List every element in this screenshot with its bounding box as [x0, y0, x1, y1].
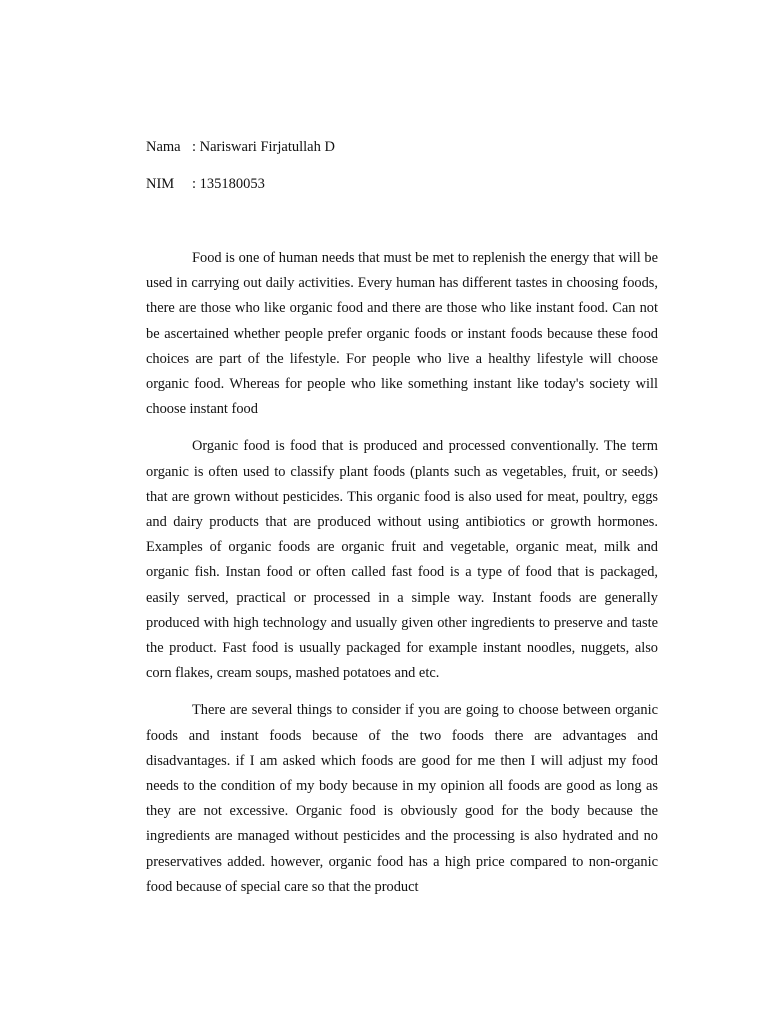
- nim-line: [146, 175, 265, 193]
- nim-label: NIM: [146, 176, 175, 192]
- essay-body: [146, 246, 658, 912]
- paragraph-3: There are several things to consider if you are going to choose between organic foods and instant foods because of the two foods there are advantages and disadvantages. if I am asked which foods are good for me then I will adjust my food needs to the condition of my body because in my opinion all foods are good as long as they are not excessive. Organic food is obviously good for the body because the ingredients are managed without pesticides and the processing is also hydrated and no preservatives added. however, organic food has a high price compared to non-organic food because of special care so that the product: [146, 702, 658, 895]
- paragraph-1: Food is one of human needs that must be met to replenish the energy that will be used in carrying out daily activities. Every human has different tastes in choosing foods, there are those who like organic food and there are those who like instant food. Can not be ascertained whether people prefer organic foods or instant foods because these food choices are part of the lifestyle. For people who live a healthy lifestyle will choose organic food. Whereas for people who like something instant like today's society will choose instant food: [146, 250, 658, 418]
- nim-value: : 135180053: [192, 176, 265, 192]
- name-value: : Nariswari Firjatullah D: [192, 139, 335, 155]
- name-line: [146, 138, 335, 156]
- name-label: Nama: [146, 139, 181, 155]
- paragraph-2: Organic food is food that is produced and processed conventionally. The term organic is often used to classify plant foods (plants such as vegetables, fruit, or seeds) that are grown without pesticides. This organic food is also used for meat, poultry, eggs and dairy products that are produced without using antibiotics or growth hormones. Examples of organic foods are organic fruit and vegetable, organic meat, milk and organic fish. Instan food or often called fast food is a type of food that is packaged, easily served, practical or processed in a simple way. Instant foods are generally produced with high technology and usually given other ingredients to preserve and taste the product. Fast food is usually packaged for example instant noodles, nuggets, also corn flakes, cream soups, mashed potatoes and etc.: [146, 438, 658, 682]
